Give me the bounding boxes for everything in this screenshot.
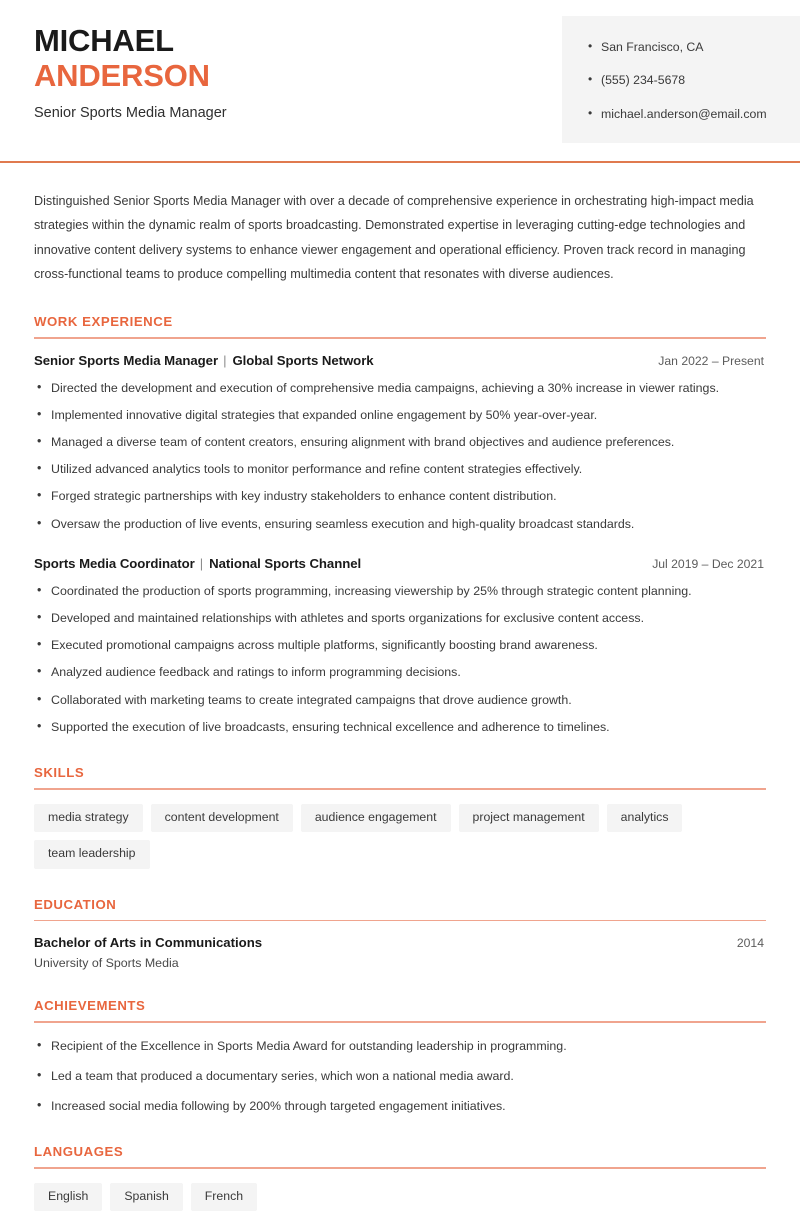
list-item: • Led a team that produced a documentary series, which won a national media award. [34,1067,766,1086]
section-languages [34,1144,766,1211]
experience-bullets [34,379,766,534]
list-item: • Executed promotional campaigns across multiple platforms, significantly boosting brand awareness. [34,636,766,655]
achievements-list [34,1037,766,1117]
skill-chip: media strategy [34,804,143,833]
resume-body [0,189,800,1211]
skill-chip: audience engagement [301,804,451,833]
education-year: 2014 [736,936,764,951]
section-title-languages: LANGUAGES [34,1144,124,1160]
experience-company: Global Sports Network [232,352,374,368]
education-degree: Bachelor of Arts in Communications [34,935,263,951]
experience-entry-header [34,556,766,571]
experience-date: Jan 2022 – Present [658,353,764,368]
section-title-achievements: ACHIEVEMENTS [34,998,146,1014]
experience-entry [34,556,766,737]
skill-chip: analytics [607,804,683,833]
language-chip: English [34,1183,102,1211]
skill-chip: project management [459,804,599,833]
list-item: • Utilized advanced analytics tools to monitor performance and refine content strategies effectively. [34,460,766,479]
list-item: • Supported the execution of live broadcasts, ensuring technical excellence and adherence to timelines. [34,718,766,737]
list-item: • Collaborated with marketing teams to create integrated campaigns that drove audience growth. [34,691,766,710]
skills-chip-list [34,804,766,869]
experience-role: Senior Sports Media Manager [34,352,219,368]
section-title-skills: SKILLS [34,765,85,781]
experience-entry [34,353,766,534]
experience-entry-header [34,353,766,368]
experience-title-line [34,556,361,571]
experience-bullets [34,582,766,737]
job-title: Senior Sports Media Manager [34,105,227,122]
languages-chip-list [34,1183,766,1211]
list-item: • Increased social media following by 200% through targeted engagement initiatives. [34,1097,766,1116]
section-rule [34,920,766,922]
title-separator: | [199,555,204,571]
education-school: University of Sports Media [34,956,179,971]
skill-chip: content development [151,804,293,833]
list-item: • Recipient of the Excellence in Sports Media Award for outstanding leadership in programming. [34,1037,766,1056]
first-name: MICHAEL [34,23,174,58]
contact-list [588,38,784,123]
list-item: • Directed the development and execution of comprehensive media campaigns, achieving a 30% increase in viewer ratings. [34,379,766,398]
contact-block [562,16,800,143]
section-rule [34,788,766,790]
section-work-experience [34,314,766,737]
section-rule [34,337,766,339]
section-title-education: EDUCATION [34,896,117,912]
list-item: • Oversaw the production of live events, ensuring seamless execution and high-quality broadcast standards. [34,515,766,534]
language-chip: French [191,1183,257,1211]
list-item: • Implemented innovative digital strategies that expanded online engagement by 50% year-over-year. [34,406,766,425]
title-separator: | [223,352,227,368]
contact-location: • San Francisco, CA [588,38,784,56]
contact-email[interactable]: • michael.anderson@email.com [588,105,784,123]
last-name: ANDERSON [34,57,210,93]
list-item: • Analyzed audience feedback and ratings to inform programming decisions. [34,663,766,682]
section-achievements [34,998,766,1116]
experience-role: Sports Media Coordinator [34,555,195,571]
education-entry [34,935,766,970]
header-divider [0,161,800,163]
contact-phone[interactable]: • (555) 234-5678 [588,71,784,89]
list-item: • Forged strategic partnerships with key industry stakeholders to enhance content distribution. [34,487,766,506]
professional-summary: Distinguished Senior Sports Media Manager with over a decade of comprehensive experience in orchestrating high-impact media strategies within the dynamic realm of sports broadcasting. Demonstrated expertise in leveraging cutting-edge technologies and innovative content delivery systems to enhance viewer engagement and operational efficiency. Proven track record in managing cross-functional teams to produce compelling multimedia content that resonates with diverse audiences. [34,194,754,281]
section-rule [34,1167,766,1169]
resume-header [0,0,800,161]
list-item: • Coordinated the production of sports programming, increasing viewership by 25% through strategic content planning. [34,582,766,601]
experience-title-line [34,353,374,368]
section-skills [34,765,766,869]
experience-date: Jul 2019 – Dec 2021 [652,556,764,571]
list-item: • Managed a diverse team of content creators, ensuring alignment with brand objectives and audience preferences. [34,433,766,452]
language-chip: Spanish [110,1183,182,1211]
section-education [34,897,766,971]
list-item: • Developed and maintained relationships with athletes and sports organizations for exclusive content access. [34,609,766,628]
section-title-work-experience: WORK EXPERIENCE [34,314,173,329]
skill-chip: team leadership [34,840,150,869]
experience-company: National Sports Channel [209,555,362,571]
section-rule [34,1021,766,1023]
header-identity [0,0,227,161]
education-entry-header [34,935,766,950]
